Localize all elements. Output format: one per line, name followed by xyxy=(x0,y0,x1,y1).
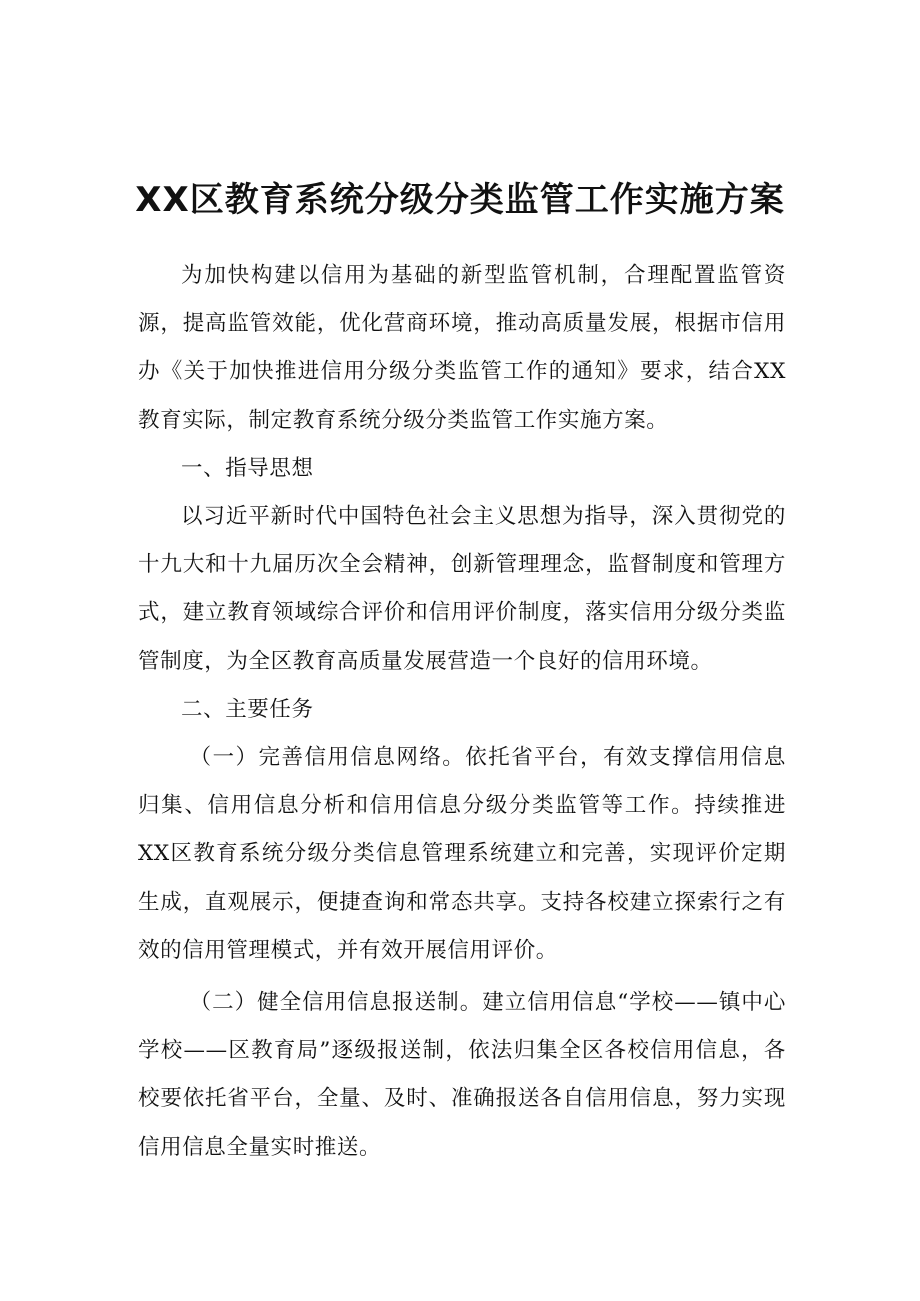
task-2-paragraph: （二）健全信用信息报送制。建立信用信息“学校——镇中心学校——区教育局”逐级报送制，依法归集全区各校信用信息，各校要依托省平台，全量、及时、准确报送各自信用信息，努力实现信用信息全量实时推送。 xyxy=(138,990,786,1160)
section-heading-guiding-ideology: 一、指导思想 xyxy=(181,455,314,481)
guiding-ideology-paragraph: 以习近平新时代中国特色社会主义思想为指导，深入贯彻党的十九大和十九届历次全会精神，创新管理理念，监督制度和管理方式，建立教育领域综合评价和信用评价制度，落实信用分级分类监管制度，为全区教育高质量发展营造一个良好的信用环境。 xyxy=(138,504,786,674)
task-1-paragraph: （一）完善信用信息网络。依托省平台，有效支撑信用信息归集、信用信息分析和信用信息分级分类监管等工作。持续推进XX区教育系统分级分类信息管理系统建立和完善，实现评价定期生成，直观展示，便捷查询和常态共享。支持各校建立探索行之有效的信用管理模式，并有效开展信用评价。 xyxy=(138,745,786,963)
document-body xyxy=(138,252,786,1172)
intro-paragraph: 为加快构建以信用为基础的新型监管机制，合理配置监管资源，提高监管效能，优化营商环境，推动高质量发展，根据市信用办《关于加快推进信用分级分类监管工作的通知》要求，结合XX教育实际，制定教育系统分级分类监管工作实施方案。 xyxy=(138,263,786,433)
document-title: XX区教育系统分级分类监管工作实施方案 xyxy=(135,180,785,220)
section-heading-main-tasks: 二、主要任务 xyxy=(181,696,314,722)
